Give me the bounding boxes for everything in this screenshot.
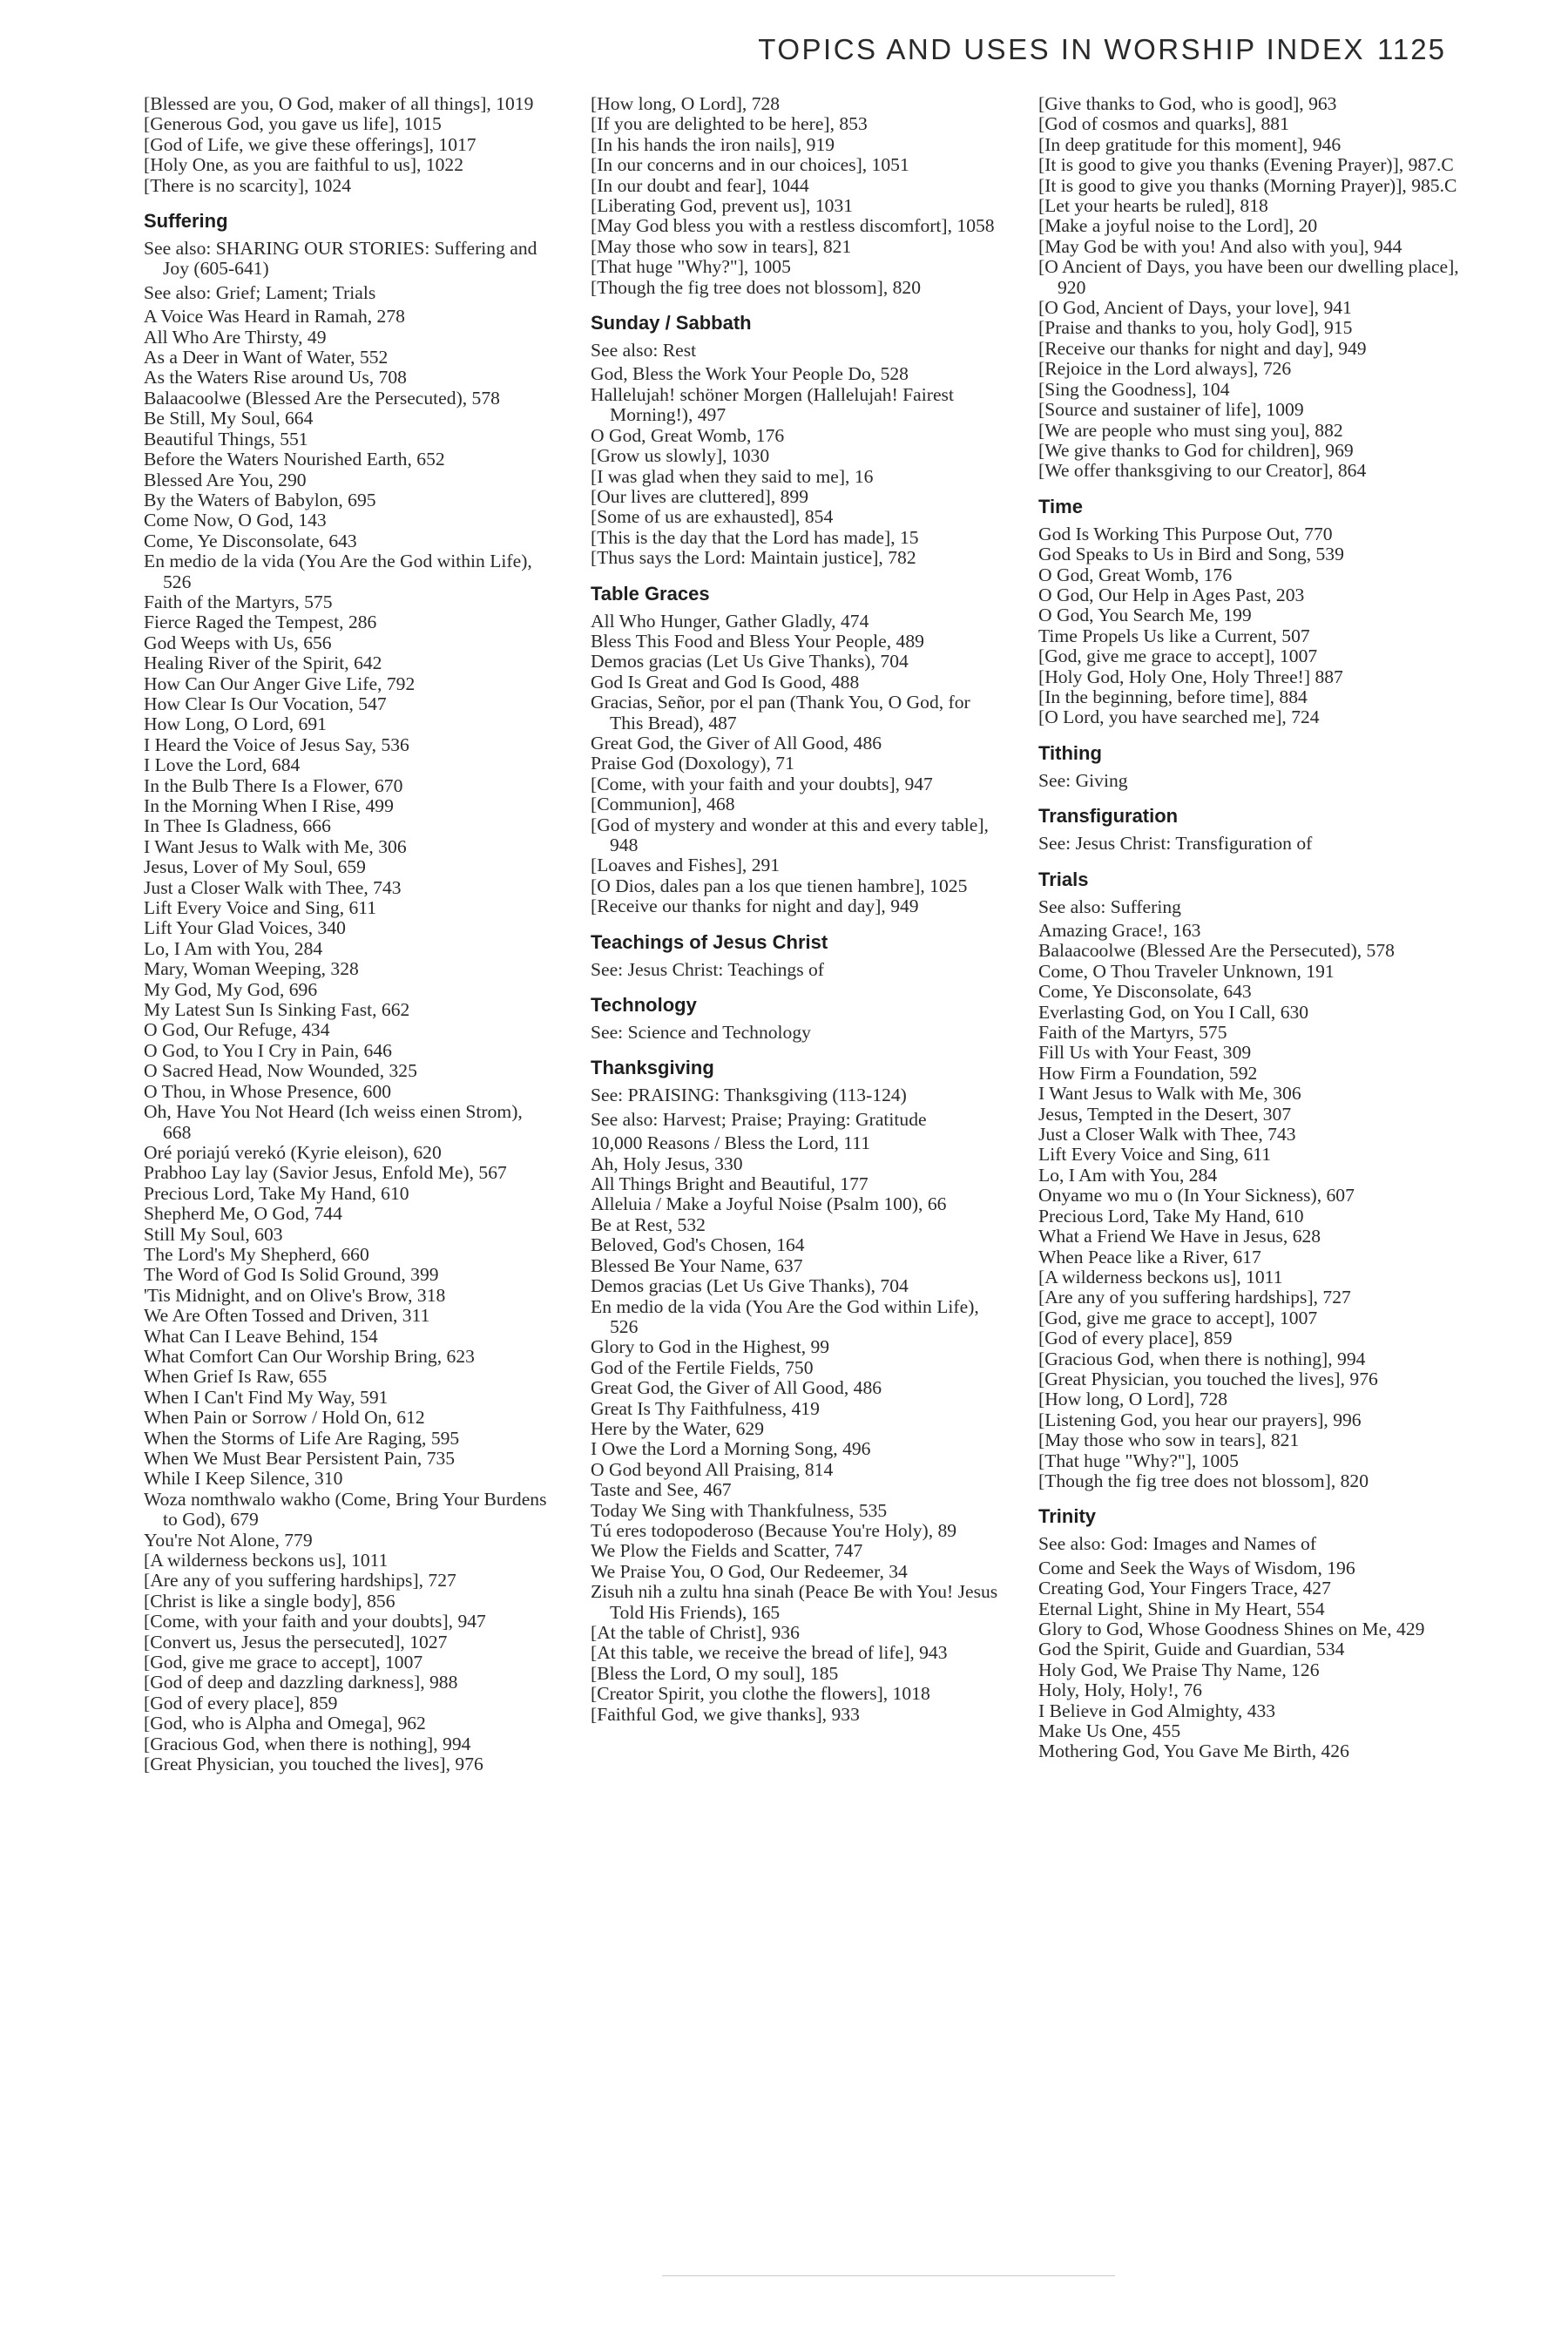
- index-entry: Healing River of the Spirit, 642: [144, 652, 382, 674]
- index-entry: Lift Every Voice and Sing, 611: [1038, 1144, 1272, 1166]
- index-entry: [Gracious God, when there is nothing], 994: [144, 1733, 471, 1754]
- index-entry: [Communion], 468: [591, 794, 735, 815]
- index-entry: Just a Closer Walk with Thee, 743: [1038, 1124, 1296, 1146]
- index-entry: Jesus, Lover of My Soul, 659: [144, 856, 366, 878]
- index-entry: 'Tis Midnight, and on Olive's Brow, 318: [144, 1284, 446, 1306]
- index-entry: A Voice Was Heard in Ramah, 278: [144, 306, 405, 328]
- index-entry: [At the table of Christ], 936: [591, 1622, 800, 1643]
- topic-heading: Teachings of Jesus Christ: [591, 930, 828, 953]
- index-entry: Hallelujah! schöner Morgen (Hallelujah! Fairest Morning!), 497: [591, 383, 954, 426]
- index-entry: [Holy God, Holy One, Holy Three!] 887: [1038, 666, 1343, 687]
- index-entry: Just a Closer Walk with Thee, 743: [144, 876, 402, 898]
- index-entry: How Clear Is Our Vocation, 547: [144, 693, 387, 714]
- topic-heading: Sunday / Sabbath: [591, 312, 752, 335]
- index-entry: As a Deer in Want of Water, 552: [144, 347, 389, 368]
- index-entry: While I Keep Silence, 310: [144, 1468, 343, 1490]
- index-entry: O God, Great Womb, 176: [591, 424, 785, 446]
- index-entry: Jesus, Tempted in the Desert, 307: [1038, 1103, 1292, 1125]
- index-entry: [Praise and thanks to you, holy God], 915: [1038, 317, 1353, 339]
- index-entry: Great God, the Giver of All Good, 486: [591, 1377, 882, 1399]
- index-entry: Beautiful Things, 551: [144, 428, 308, 449]
- index-section: [144, 211, 553, 1774]
- index-entry: Everlasting God, on You I Call, 630: [1038, 1001, 1309, 1023]
- index-entry: [Our lives are cluttered], 899: [591, 485, 809, 507]
- index-entry: [God, give me grace to accept], 1007: [1038, 645, 1318, 667]
- index-entry: Precious Lord, Take My Hand, 610: [1038, 1205, 1304, 1227]
- index-entry: Faith of the Martyrs, 575: [1038, 1022, 1227, 1044]
- page-number: 1125: [1377, 33, 1446, 65]
- index-entry: My God, My God, 696: [144, 978, 318, 1000]
- index-entry: Oh, Have You Not Heard (Ich weiss einen Strom), 668: [144, 1101, 523, 1143]
- index-section: [1038, 1506, 1465, 1761]
- index-section: [1038, 497, 1465, 728]
- index-entry: [Faithful God, we give thanks], 933: [591, 1703, 860, 1725]
- index-entry: Fill Us with Your Feast, 309: [1038, 1042, 1252, 1064]
- index-entry: Precious Lord, Take My Hand, 610: [144, 1182, 409, 1204]
- index-entry: [A wilderness beckons us], 1011: [1038, 1266, 1283, 1288]
- index-entry: [It is good to give you thanks (Morning Prayer)], 985.C: [1038, 174, 1457, 196]
- index-section: [1038, 806, 1465, 854]
- index-entry: [May those who sow in tears], 821: [1038, 1429, 1300, 1451]
- cross-reference: See also: Rest: [591, 340, 697, 362]
- index-entry: [Liberating God, prevent us], 1031: [591, 195, 854, 217]
- index-entry: Time Propels Us like a Current, 507: [1038, 625, 1310, 646]
- index-section: [591, 932, 1000, 980]
- index-entry: O God, Great Womb, 176: [1038, 564, 1233, 585]
- index-entry: Today We Sing with Thankfulness, 535: [591, 1499, 888, 1521]
- index-entry: Glory to God in the Highest, 99: [591, 1336, 830, 1358]
- index-column-2: [591, 94, 1000, 1725]
- index-title: TOPICS AND USES IN WORSHIP INDEX: [758, 33, 1366, 65]
- topic-heading: Trinity: [1038, 1505, 1097, 1528]
- topic-heading: Tithing: [1038, 741, 1102, 764]
- index-entry: [Generous God, you gave us life], 1015: [144, 113, 442, 135]
- index-entry: [Blessed are you, O God, maker of all things], 1019: [144, 93, 534, 114]
- cross-reference: See also: Harvest; Praise; Praying: Gratitude: [591, 1108, 927, 1130]
- index-entry: [God of Life, we give these offerings], 1017: [144, 133, 476, 155]
- index-entry: [Are any of you suffering hardships], 727: [1038, 1287, 1351, 1308]
- index-entry: Shepherd Me, O God, 744: [144, 1203, 342, 1225]
- index-entry: [Source and sustainer of life], 1009: [1038, 399, 1304, 421]
- index-entry: Glory to God, Whose Goodness Shines on Me, 429: [1038, 1619, 1425, 1639]
- index-entry: Praise God (Doxology), 71: [591, 753, 794, 774]
- index-entry: In Thee Is Gladness, 666: [144, 815, 331, 837]
- index-entry: [May God bless you with a restless discomfort], 1058: [591, 215, 995, 237]
- index-section: [1038, 869, 1465, 1492]
- index-entry: When I Can't Find My Way, 591: [144, 1386, 389, 1408]
- cross-reference: See: Jesus Christ: Teachings of: [591, 958, 824, 980]
- index-entry: When We Must Bear Persistent Pain, 735: [144, 1448, 456, 1469]
- index-entry: [It is good to give you thanks (Evening Prayer)], 987.C: [1038, 154, 1454, 176]
- index-section: [591, 995, 1000, 1043]
- index-entry: Woza nomthwalo wakho (Come, Bring Your Burdens to God), 679: [144, 1488, 547, 1531]
- index-entry: [Rejoice in the Lord always], 726: [1038, 358, 1292, 380]
- index-entry: Demos gracias (Let Us Give Thanks), 704: [591, 651, 909, 672]
- index-section: [591, 94, 1000, 298]
- index-entry: [God, give me grace to accept], 1007: [1038, 1307, 1318, 1328]
- index-entry: [May those who sow in tears], 821: [591, 235, 852, 257]
- index-entry: Eternal Light, Shine in My Heart, 554: [1038, 1598, 1325, 1619]
- index-entry: Zisuh nih a zultu hna sinah (Peace Be with You! Jesus Told His Friends), 165: [591, 1581, 998, 1623]
- index-entry: En medio de la vida (You Are the God within Life), 526: [144, 551, 532, 592]
- index-entry: By the Waters of Babylon, 695: [144, 489, 376, 510]
- footer-rule: [662, 2275, 1115, 2276]
- index-entry: O Thou, in Whose Presence, 600: [144, 1080, 392, 1102]
- index-entry: Taste and See, 467: [591, 1479, 732, 1501]
- index-entry: Be at Rest, 532: [591, 1213, 706, 1235]
- index-entry: O God, Our Refuge, 434: [144, 1019, 330, 1041]
- index-entry: [O Dios, dales pan a los que tienen hambre], 1025: [591, 875, 968, 896]
- index-entry: Lo, I Am with You, 284: [144, 937, 323, 959]
- index-entry: [A wilderness beckons us], 1011: [144, 1550, 389, 1571]
- index-entry: [Christ is like a single body], 856: [144, 1590, 395, 1612]
- index-entry: All Who Hunger, Gather Gladly, 474: [591, 610, 869, 632]
- index-column-1: [144, 94, 553, 1775]
- index-entry: [There is no scarcity], 1024: [144, 174, 352, 196]
- index-entry: How Long, O Lord, 691: [144, 713, 327, 735]
- index-entry: O God, to You I Cry in Pain, 646: [144, 1039, 392, 1061]
- index-entry: Come, Ye Disconsolate, 643: [144, 530, 357, 551]
- index-entry: 10,000 Reasons / Bless the Lord, 111: [591, 1132, 871, 1154]
- index-entry: [God, who is Alpha and Omega], 962: [144, 1713, 426, 1734]
- index-entry: [May God be with you! And also with you], 944: [1038, 235, 1402, 257]
- index-entry: God Speaks to Us in Bird and Song, 539: [1038, 544, 1344, 565]
- index-entry: Come, Ye Disconsolate, 643: [1038, 981, 1252, 1003]
- index-entry: [Sing the Goodness], 104: [1038, 378, 1230, 400]
- index-entry: [In his hands the iron nails], 919: [591, 133, 835, 155]
- index-entry: [Let your hearts be ruled], 818: [1038, 195, 1268, 217]
- index-entry: I Want Jesus to Walk with Me, 306: [1038, 1083, 1301, 1105]
- index-entry: [O God, Ancient of Days, your love], 941: [1038, 297, 1352, 319]
- index-entry: [Though the fig tree does not blossom], 820: [1038, 1470, 1369, 1491]
- index-entry: Bless This Food and Bless Your People, 489: [591, 630, 924, 652]
- index-entry: Great Is Thy Faithfulness, 419: [591, 1397, 820, 1419]
- index-entry: I Owe the Lord a Morning Song, 496: [591, 1438, 871, 1460]
- index-entry: Beloved, God's Chosen, 164: [591, 1234, 805, 1256]
- index-entry: Blessed Are You, 290: [144, 469, 307, 490]
- index-entry: [Great Physician, you touched the lives], 976: [1038, 1368, 1378, 1389]
- index-entry: God Weeps with Us, 656: [144, 632, 332, 653]
- index-entry: [God of every place], 859: [1038, 1328, 1233, 1349]
- index-entry: What Comfort Can Our Worship Bring, 623: [144, 1345, 475, 1367]
- index-entry: [Are any of you suffering hardships], 727: [144, 1570, 456, 1592]
- index-entry: Blessed Be Your Name, 637: [591, 1254, 803, 1276]
- index-entry: [Thus says the Lord: Maintain justice], 782: [591, 547, 916, 569]
- index-entry: Alleluia / Make a Joyful Noise (Psalm 100), 66: [591, 1193, 947, 1215]
- index-entry: We Plow the Fields and Scatter, 747: [591, 1540, 863, 1562]
- index-entry: Come Now, O God, 143: [144, 510, 327, 531]
- index-entry: [God of cosmos and quarks], 881: [1038, 113, 1289, 135]
- index-entry: God the Spirit, Guide and Guardian, 534: [1038, 1639, 1345, 1660]
- index-entry: I Heard the Voice of Jesus Say, 536: [144, 733, 409, 755]
- index-entry: Lift Every Voice and Sing, 611: [144, 897, 377, 919]
- index-entry: [How long, O Lord], 728: [1038, 1389, 1228, 1410]
- index-section: [591, 584, 1000, 917]
- cross-reference: See also: Grief; Lament; Trials: [144, 281, 376, 303]
- index-entry: [This is the day that the Lord has made], 15: [591, 526, 919, 548]
- index-section: [144, 94, 553, 196]
- index-entry: [Grow us slowly], 1030: [591, 445, 770, 467]
- index-entry: [Though the fig tree does not blossom], 820: [591, 276, 922, 298]
- index-entry: [Holy One, as you are faithful to us], 1022: [144, 154, 464, 176]
- index-entry: Balaacoolwe (Blessed Are the Persecuted), 578: [144, 387, 500, 409]
- topic-heading: Suffering: [144, 210, 228, 233]
- index-entry: [Listening God, you hear our prayers], 996: [1038, 1409, 1362, 1430]
- index-entry: I Believe in God Almighty, 433: [1038, 1700, 1276, 1721]
- index-entry: The Word of God Is Solid Ground, 399: [144, 1264, 439, 1286]
- index-entry: [O Lord, you have searched me], 724: [1038, 706, 1320, 728]
- index-entry: When Peace like a River, 617: [1038, 1246, 1261, 1267]
- index-entry: [That huge "Why?"], 1005: [1038, 1450, 1239, 1471]
- index-entry: When Pain or Sorrow / Hold On, 612: [144, 1407, 425, 1429]
- index-entry: How Can Our Anger Give Life, 792: [144, 672, 416, 694]
- index-entry: [God of mystery and wonder at this and every table], 948: [591, 814, 989, 855]
- index-entry: Faith of the Martyrs, 575: [144, 591, 333, 612]
- index-entry: How Firm a Foundation, 592: [1038, 1062, 1258, 1084]
- index-entry: [Bless the Lord, O my soul], 185: [591, 1662, 839, 1684]
- index-entry: Ah, Holy Jesus, 330: [591, 1152, 743, 1174]
- index-entry: [In the beginning, before time], 884: [1038, 686, 1308, 707]
- index-entry: Oré poriajú verekó (Kyrie eleison), 620: [144, 1141, 442, 1163]
- index-entry: Here by the Water, 629: [591, 1417, 765, 1439]
- index-entry: [In our doubt and fear], 1044: [591, 174, 809, 196]
- cross-reference: See also: God: Images and Names of: [1038, 1533, 1317, 1555]
- index-entry: [I was glad when they said to me], 16: [591, 465, 874, 487]
- index-entry: [We offer thanksgiving to our Creator], 864: [1038, 460, 1367, 482]
- index-entry: [O Ancient of Days, you have been our dwelling place], 920: [1038, 256, 1459, 298]
- index-entry: Before the Waters Nourished Earth, 652: [144, 449, 445, 470]
- index-entry: O Sacred Head, Now Wounded, 325: [144, 1060, 417, 1082]
- index-entry: [Creator Spirit, you clothe the flowers], 1018: [591, 1683, 930, 1705]
- index-entry: Lift Your Glad Voices, 340: [144, 917, 346, 939]
- index-entry: Balaacoolwe (Blessed Are the Persecuted), 578: [1038, 940, 1395, 962]
- index-entry: My Latest Sun Is Sinking Fast, 662: [144, 999, 410, 1021]
- index-entry: [Come, with your faith and your doubts], 947: [144, 1611, 486, 1632]
- index-entry: [God of every place], 859: [144, 1692, 338, 1713]
- index-entry: Fierce Raged the Tempest, 286: [144, 612, 377, 633]
- index-entry: Mothering God, You Gave Me Birth, 426: [1038, 1740, 1349, 1762]
- running-head: [758, 33, 1446, 66]
- index-section: [591, 1058, 1000, 1725]
- index-entry: Demos gracias (Let Us Give Thanks), 704: [591, 1275, 909, 1297]
- index-entry: [We are people who must sing you], 882: [1038, 419, 1343, 441]
- index-entry: What a Friend We Have in Jesus, 628: [1038, 1226, 1321, 1247]
- index-entry: God Is Great and God Is Good, 488: [591, 671, 860, 693]
- index-entry: O God beyond All Praising, 814: [591, 1458, 834, 1480]
- cross-reference: See also: Suffering: [1038, 896, 1181, 917]
- index-entry: Prabhoo Lay lay (Savior Jesus, Enfold Me), 567: [144, 1162, 507, 1184]
- index-entry: God, Bless the Work Your People Do, 528: [591, 363, 909, 385]
- topic-heading: Table Graces: [591, 582, 710, 605]
- index-entry: [Great Physician, you touched the lives], 976: [144, 1754, 483, 1775]
- index-entry: I Love the Lord, 684: [144, 754, 301, 776]
- index-entry: As the Waters Rise around Us, 708: [144, 367, 407, 389]
- index-section: [1038, 94, 1465, 482]
- index-entry: O God, Our Help in Ages Past, 203: [1038, 584, 1305, 605]
- index-entry: Be Still, My Soul, 664: [144, 408, 314, 429]
- index-column-3: [1038, 94, 1465, 1762]
- index-entry: Tú eres todopoderoso (Because You're Holy), 89: [591, 1519, 957, 1541]
- index-entry: All Who Are Thirsty, 49: [144, 326, 327, 348]
- index-entry: Creating God, Your Fingers Trace, 427: [1038, 1578, 1331, 1599]
- index-entry: We Praise You, O God, Our Redeemer, 34: [591, 1560, 908, 1582]
- index-entry: [Make a joyful noise to the Lord], 20: [1038, 215, 1318, 237]
- index-entry: When Grief Is Raw, 655: [144, 1366, 328, 1388]
- index-entry: O God, You Search Me, 199: [1038, 605, 1252, 626]
- index-entry: [Some of us are exhausted], 854: [591, 506, 834, 528]
- index-entry: You're Not Alone, 779: [144, 1529, 313, 1551]
- index-entry: [Receive our thanks for night and day], 949: [1038, 337, 1367, 359]
- index-entry: We Are Often Tossed and Driven, 311: [144, 1305, 430, 1327]
- index-entry: All Things Bright and Beautiful, 177: [591, 1173, 868, 1195]
- index-entry: [Convert us, Jesus the persecuted], 1027: [144, 1631, 448, 1652]
- index-entry: Still My Soul, 603: [144, 1223, 283, 1245]
- index-entry: [God of deep and dazzling darkness], 988: [144, 1672, 458, 1693]
- index-entry: Holy God, We Praise Thy Name, 126: [1038, 1659, 1320, 1680]
- index-entry: [That huge "Why?"], 1005: [591, 256, 791, 278]
- index-entry: [God, give me grace to accept], 1007: [144, 1652, 423, 1673]
- cross-reference: See: PRAISING: Thanksgiving (113-124): [591, 1085, 907, 1106]
- index-entry: [Gracious God, when there is nothing], 994: [1038, 1348, 1366, 1369]
- index-entry: [Loaves and Fishes], 291: [591, 855, 781, 876]
- index-entry: Come and Seek the Ways of Wisdom, 196: [1038, 1557, 1355, 1578]
- index-entry: [Give thanks to God, who is good], 963: [1038, 93, 1337, 114]
- topic-heading: Trials: [1038, 868, 1089, 890]
- index-entry: Holy, Holy, Holy!, 76: [1038, 1680, 1202, 1701]
- index-entry: Lo, I Am with You, 284: [1038, 1164, 1218, 1186]
- cross-reference: See: Giving: [1038, 769, 1128, 791]
- cross-reference: See: Science and Technology: [591, 1022, 811, 1044]
- index-entry: What Can I Leave Behind, 154: [144, 1325, 378, 1347]
- topic-heading: Transfiguration: [1038, 805, 1179, 828]
- index-section: [1038, 743, 1465, 791]
- index-entry: In the Bulb There Is a Flower, 670: [144, 774, 403, 796]
- index-entry: Make Us One, 455: [1038, 1720, 1181, 1742]
- index-entry: [If you are delighted to be here], 853: [591, 113, 868, 135]
- index-entry: Great God, the Giver of All Good, 486: [591, 732, 882, 754]
- index-entry: [In our concerns and in our choices], 1051: [591, 154, 909, 176]
- index-entry: Come, O Thou Traveler Unknown, 191: [1038, 960, 1335, 982]
- index-entry: [In deep gratitude for this moment], 946: [1038, 133, 1342, 155]
- index-entry: [At this table, we receive the bread of life], 943: [591, 1642, 948, 1664]
- index-entry: [Come, with your faith and your doubts], 947: [591, 773, 933, 794]
- index-entry: Mary, Woman Weeping, 328: [144, 958, 359, 980]
- topic-heading: Time: [1038, 495, 1083, 517]
- index-entry: When the Storms of Life Are Raging, 595: [144, 1427, 460, 1449]
- index-entry: God Is Working This Purpose Out, 770: [1038, 523, 1333, 544]
- index-entry: Onyame wo mu o (In Your Sickness), 607: [1038, 1185, 1355, 1206]
- index-entry: [We give thanks to God for children], 969: [1038, 439, 1354, 461]
- cross-reference: See: Jesus Christ: Transfiguration of: [1038, 833, 1313, 855]
- index-entry: The Lord's My Shepherd, 660: [144, 1243, 369, 1265]
- topic-heading: Technology: [591, 994, 697, 1017]
- index-entry: Amazing Grace!, 163: [1038, 920, 1201, 941]
- index-entry: God of the Fertile Fields, 750: [591, 1356, 814, 1378]
- index-entry: Gracias, Señor, por el pan (Thank You, O God, for This Bread), 487: [591, 692, 970, 733]
- index-entry: [Receive our thanks for night and day], 949: [591, 896, 919, 917]
- topic-heading: Thanksgiving: [591, 1057, 714, 1079]
- index-entry: [How long, O Lord], 728: [591, 93, 781, 114]
- index-section: [591, 313, 1000, 568]
- cross-reference: See also: SHARING OUR STORIES: Suffering and Joy (605-641): [144, 238, 537, 280]
- index-entry: I Want Jesus to Walk with Me, 306: [144, 835, 407, 857]
- index-entry: In the Morning When I Rise, 499: [144, 795, 394, 816]
- index-entry: En medio de la vida (You Are the God within Life), 526: [591, 1295, 979, 1337]
